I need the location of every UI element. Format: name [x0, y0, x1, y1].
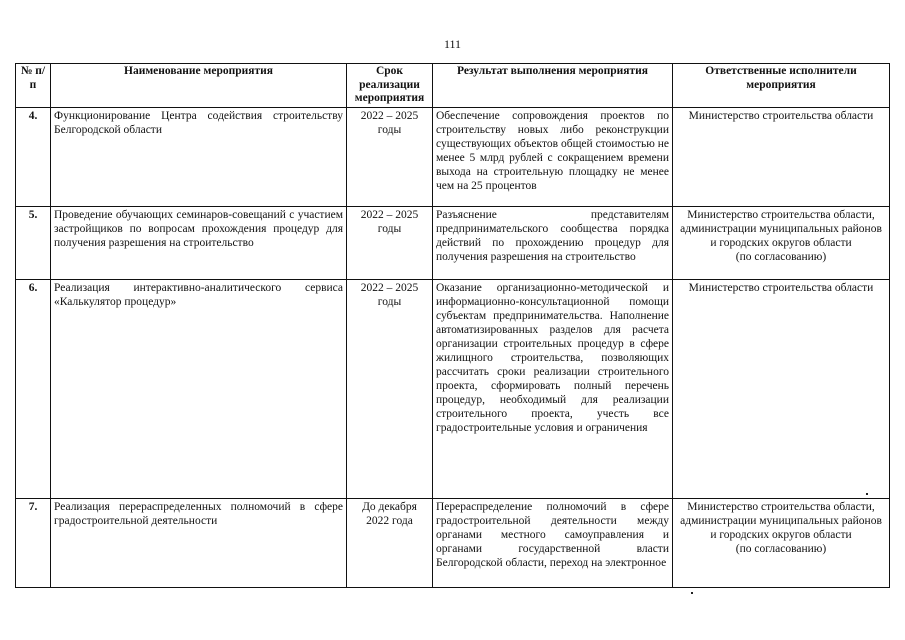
activity-name: Проведение обучающих семинаров-совещаний с участием застройщиков по вопросам прохождения процедур для получения разрешения на строительство — [51, 206, 347, 279]
page-number: 111 — [443, 37, 462, 51]
responsible-text: и городских округов области — [710, 236, 852, 249]
table-row — [16, 279, 890, 498]
activity-deadline: 2022 – 2025 годы — [347, 279, 433, 498]
scan-speck — [691, 592, 693, 594]
table-row — [16, 206, 890, 279]
responsible-text: Министерство строительства области, администрации муниципальных районов — [680, 500, 882, 527]
row-number: 6. — [16, 279, 51, 498]
header-name: Наименование мероприятия — [51, 64, 347, 108]
header-date: Срок реализации мероприятия — [347, 64, 433, 108]
responsible-text: (по согласованию) — [735, 250, 827, 263]
table-row — [16, 107, 890, 206]
row-number: 5. — [16, 206, 51, 279]
activity-result — [433, 206, 673, 279]
responsible-text: и городских округов области — [710, 528, 852, 541]
result-text: Разъяснение представителям предпринимательского сообщества порядка действий по прохождению процедур для получения разрешения на строительство — [436, 208, 669, 263]
row-number: 7. — [16, 498, 51, 587]
scan-speck — [866, 493, 868, 495]
responsible-text: Министерство строительства области — [688, 281, 874, 294]
activity-name: Реализация интерактивно-аналитического сервиса «Калькулятор процедур» — [51, 279, 347, 498]
table-row — [16, 498, 890, 587]
activity-deadline: 2022 – 2025 годы — [347, 107, 433, 206]
responsible-text: Министерство строительства области, администрации муниципальных районов — [680, 208, 882, 235]
responsible-text: (по согласованию) — [735, 542, 827, 555]
activities-table — [15, 63, 890, 588]
header-responsible: Ответственные исполнители мероприятия — [673, 64, 890, 108]
activity-deadline: До декабря 2022 года — [347, 498, 433, 587]
activity-name: Функционирование Центра содействия строительству Белгородской области — [51, 107, 347, 206]
header-num: № п/п — [16, 64, 51, 108]
result-text: Перераспределение полномочий в сфере градостроительной деятельности между органами местного самоуправления и органами государственной власти Белгородской области, переход на электронное — [436, 500, 669, 569]
responsible-text: Министерство строительства области — [688, 109, 874, 122]
activity-result — [433, 498, 673, 587]
activity-responsible — [673, 107, 890, 206]
activity-name: Реализация перераспределенных полномочий в сфере градостроительной деятельности — [51, 498, 347, 587]
header-result: Результат выполнения мероприятия — [433, 64, 673, 108]
result-text: Оказание организационно-методической и информационно-консультационной помощи субъектам предпринимательства. Наполнение автоматизированных разделов для расчета организации строительных процедур в сфере жилищного строительства, позволяющих рассчитать сроки реализации строительного проекта, сформировать полный перечень процедур, необходимый для реализации строительного проекта, учесть все градостроительные условия и ограничения — [436, 281, 669, 434]
activity-deadline: 2022 – 2025 годы — [347, 206, 433, 279]
activity-responsible — [673, 498, 890, 587]
table-header-row — [16, 64, 890, 108]
activity-responsible — [673, 279, 890, 498]
activity-responsible — [673, 206, 890, 279]
result-text: Обеспечение сопровождения проектов по строительству новых либо реконструкции существующих объектов общей стоимостью не менее 5 млрд рублей с сокращением времени выхода на строительную площадку не менее чем на 25 процентов — [436, 109, 669, 192]
activity-result — [433, 279, 673, 498]
row-number: 4. — [16, 107, 51, 206]
activity-result — [433, 107, 673, 206]
